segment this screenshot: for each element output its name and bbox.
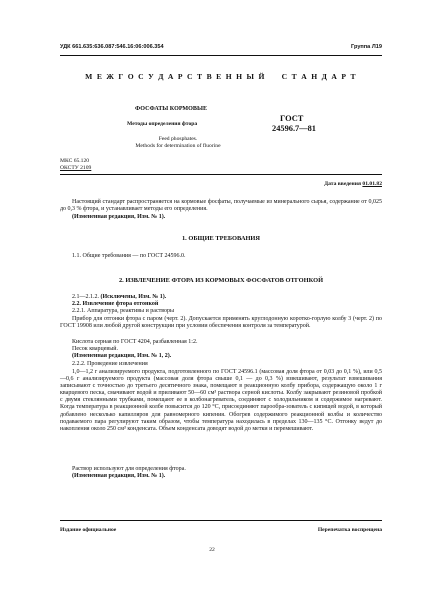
intro-date-label: Дата введения [324, 181, 362, 187]
title-english: Feed phosphates. [158, 136, 198, 142]
intro-date [324, 181, 382, 188]
title-block-rule [60, 174, 382, 175]
procedure-heading: 2.2.2. Проведение извлечения [72, 361, 148, 367]
group-code: Группа Л19 [351, 44, 382, 50]
intro-edition: (Измененная редакция, Изм. № 1). [72, 214, 166, 220]
subtitle-english: Methods for determination of fluorine [135, 143, 221, 149]
edition-2: (Измененная редакция, Изм. № 1, 2). [72, 353, 172, 359]
gost-number: 24596.7—81 [272, 124, 316, 133]
section-1-p1: 1.1. Общие требования — по ГОСТ 24596.0. [72, 253, 186, 259]
gost-label: ГОСТ [280, 114, 304, 123]
mks-code: МКС 65.120 [60, 158, 90, 164]
section-2-line1-bold: (Исключены, Изм. № 1). [100, 294, 167, 300]
edition-3: (Измененная редакция, Изм. № 1). [72, 473, 166, 479]
standard-banner: М Е Ж Г О С У Д А Р С Т В Е Н Н Ы Й С Т А Н Д А Р Т [85, 72, 357, 81]
section-2-2-heading: 2.2. Извлечение фтора отгонкой [72, 301, 159, 307]
section-2-heading: 2. ИЗВЛЕЧЕНИЕ ФТОРА ИЗ КОРМОВЫХ ФОСФАТОВ ОТГОНКОЙ [118, 277, 324, 284]
document-title: ФОСФАТЫ КОРМОВЫЕ [135, 106, 208, 112]
udk-code: УДК 661.635:636.087:546.16:06:006.354 [60, 44, 164, 50]
document-subtitle: Методы определения фтора [127, 121, 198, 127]
solution-line: Раствор используют для определения фтора. [72, 466, 186, 472]
intro-paragraph: Настоящий стандарт распространяется на кормовые фосфаты, получаемые из минерального сырья, содержание от 0,025 до 0,3 % фтора, и устанавливает методы его определения. [60, 199, 382, 213]
section-2-line1-num: 2.1—2.1.2. [72, 294, 99, 300]
footer-official-edition: Издание официальное [60, 527, 117, 533]
page-number: 22 [209, 547, 215, 553]
footer-rule [60, 520, 382, 521]
okstu-code: ОКСТУ 2109 [60, 165, 92, 171]
section-2-2-1: 2.2.1. Аппаратура, реактивы и растворы [72, 308, 175, 314]
acid-line: Кислота серная по ГОСТ 4204, разбавленная 1:2. [72, 339, 198, 345]
intro-date-value: 01.01.82 [362, 181, 382, 187]
procedure-paragraph: 1,0—1,2 г анализируемого продукта, подготовленного по ГОСТ 24596.1 (массовая доля фтора от 0,03 до 0,1 %), или 0,5—0,6 г анализируемого продукта (массовая доля фтора свыше 0,1 — до 0,3 %) взвешивают, результат взвешивания записывают с точностью до третьего десятичного знака, помещают в реакционную колбу прибора, содержащую около 1 г кварцевого песка, смачивают водой и приливают 50—60 см³ раствора серной кислоты. Колбу закрывают резиновой пробкой с двумя стеклянными трубками, помещают ее в колбонагреватель, соединяют с холодильником и содержимое нагревают. Когда температура в реакционной колбе повысится до 120 °С, присоединяют парообра-зователь с кипящей водой, в который добавлено несколько капилляров для равномерного кипения. Обогрев содержимого реакционной колбы и количество подаваемого пара регулируют таким образом, чтобы температура находилась в пределах 130—135 °С. Отгонку ведут до накопления около 250 см³ конденсата. Объем конденсата доводят водой до метки и перемешивают. [60, 369, 382, 432]
header-rule [60, 55, 382, 56]
section-1-heading: 1. ОБЩИЕ ТРЕБОВАНИЯ [181, 235, 261, 242]
footer-reprint-prohibited: Перепечатка воспрещена [317, 527, 382, 533]
apparatus-paragraph: Прибор для отгонки фтора с паром (черт. 2). Допускается применять круглодонную коротко-горлую колбу 3 (черт. 2) по ГОСТ 19908 или любой другой конструкции при условии обеспечения контроля за температурой. [60, 316, 382, 330]
sand-line: Песок кварцевый. [72, 346, 119, 352]
